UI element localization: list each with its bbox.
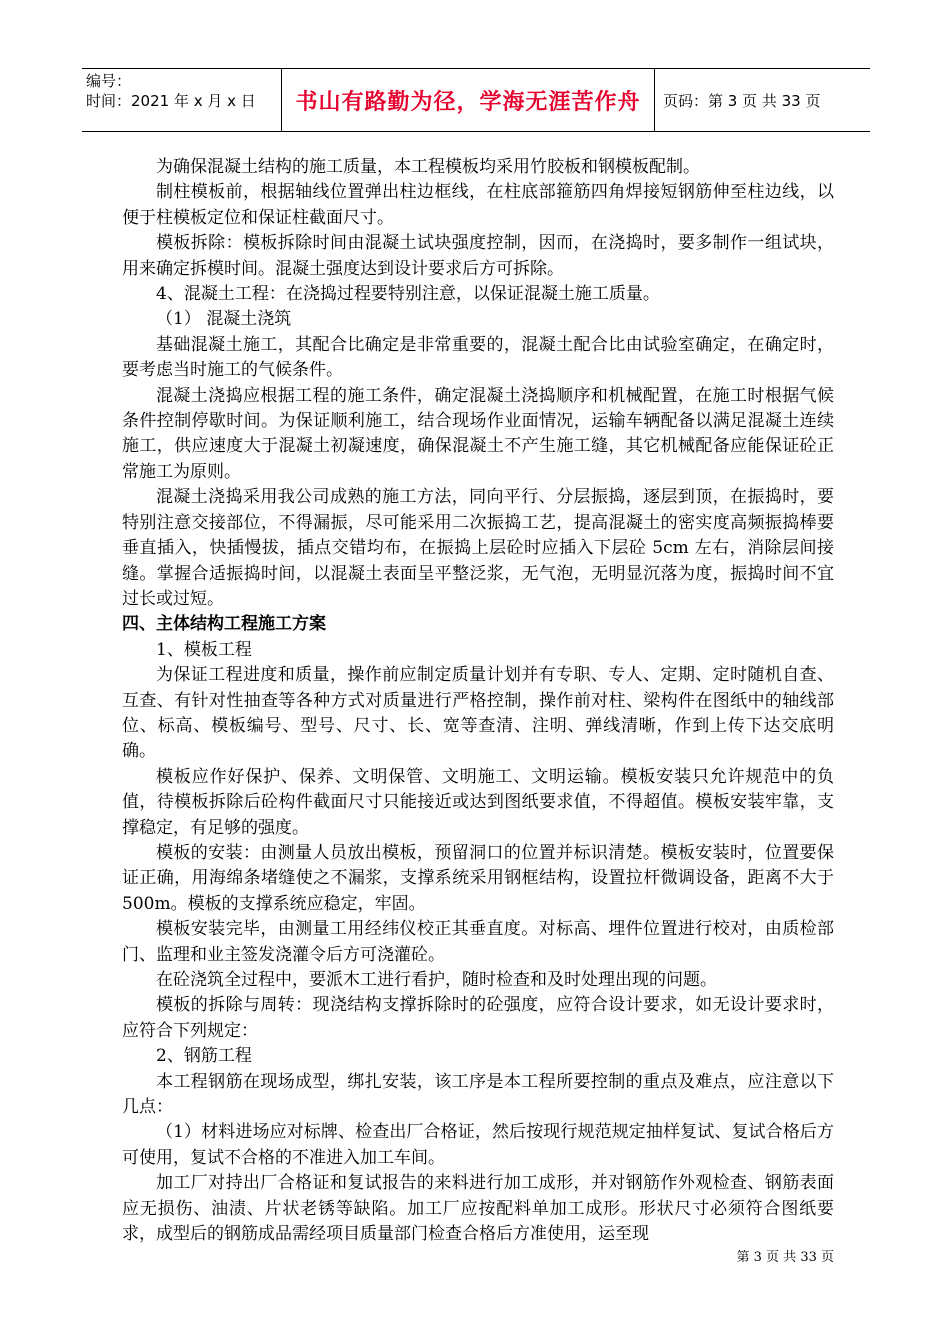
code-label: 编号： xyxy=(86,72,132,90)
body-paragraph: （1） 混凝土浇筑 xyxy=(156,309,292,330)
header-motto: 书山有路勤为径，学海无涯苦作舟 xyxy=(282,69,655,131)
page-footer: 第 3 页 共 33 页 xyxy=(736,1250,834,1265)
header-page-label: 页码：第 3 页 共 33 页 xyxy=(663,91,821,110)
document-body xyxy=(122,155,834,1247)
body-paragraph: 基础混凝土施工，其配合比确定是非常重要的，混凝土配合比由试验室确定，在确定时，要考虑当时施工的气候条件。 xyxy=(122,334,834,381)
body-paragraph: 模板的拆除与周转：现浇结构支撑拆除时的砼强度，应符合设计要求，如无设计要求时，应符合下列规定： xyxy=(122,995,834,1041)
body-paragraph: （1）材料进场应对标牌、检查出厂合格证，然后按现行规范规定抽样复试、复试合格后方可使用，复试不合格的不准进入加工车间。 xyxy=(122,1122,834,1168)
document-header xyxy=(82,68,870,132)
body-paragraph: 模板应作好保护、保养、文明保管、文明施工、文明运输。模板安装只允许规范中的负值，待模板拆除后砼构件截面尺寸只能接近或达到图纸要求值，不得超值。模板安装牢靠，支撑稳定，有足够的强度。 xyxy=(122,766,834,838)
section-heading: 四、主体结构工程施工方案 xyxy=(122,614,326,635)
body-paragraph: 为保证工程进度和质量，操作前应制定质量计划并有专职、专人、定期、定时随机自查、互查、有针对性抽查等各种方式对质量进行严格控制，操作前对柱、梁构件在图纸中的轴线部位、标高、模板编号、型号、尺寸、长、宽等查清、注明、弹线清晰，作到上传下达交底明确。 xyxy=(122,665,834,762)
header-meta xyxy=(82,69,282,131)
body-paragraph: 混凝土浇捣采用我公司成熟的施工方法，同向平行、分层振捣，逐层到顶，在振捣时，要特别注意交接部位，不得漏振，尽可能采用二次振捣工艺，提高混凝土的密实度高频振捣棒要垂直插入，快插慢拔，插点交错均布，在振捣上层砼时应插入下层砼 5cm 左右，消除层间接缝。掌握合适振捣时间，以混凝土表面呈平整泛浆，无气泡，无明显沉落为度，振捣时间不宜过长或过短。 xyxy=(122,487,834,609)
body-paragraph: 混凝土浇捣应根据工程的施工条件，确定混凝土浇捣顺序和机械配置，在施工时根据气候条件控制停歇时间。为保证顺利施工，结合现场作业面情况，运输车辆配备以满足混凝土连续施工，供应速度大于混凝土初凝速度，确保混凝土不产生施工缝，其它机械配备应能保证砼正常施工为原则。 xyxy=(122,385,834,482)
body-paragraph: 为确保混凝土结构的施工质量，本工程模板均采用竹胶板和钢模板配制。 xyxy=(156,157,700,177)
body-paragraph: 制柱模板前，根据轴线位置弹出柱边框线，在柱底部箍筋四角焊接短钢筋伸至柱边线，以便于柱模板定位和保证柱截面尺寸。 xyxy=(122,182,834,228)
time-label: 时间：2021 年 x 月 x 日 xyxy=(86,92,256,110)
body-paragraph: 本工程钢筋在现场成型，绑扎安装，该工序是本工程所要控制的重点及难点，应注意以下几点： xyxy=(122,1071,834,1118)
body-paragraph: 加工厂对持出厂合格证和复试报告的来料进行加工成形，并对钢筋作外观检查、钢筋表面应无损伤、油渍、片状老锈等缺陷。加工厂应按配料单加工成形。形状尺寸必须符合图纸要求，成型后的钢筋成品需经项目质量部门检查合格后方准使用，运至现 xyxy=(122,1173,834,1245)
body-paragraph: 模板拆除：模板拆除时间由混凝土试块强度控制，因而，在浇捣时，要多制作一组试块，用来确定拆模时间。混凝土强度达到设计要求后方可拆除。 xyxy=(122,233,834,279)
body-paragraph: 2、钢筋工程 xyxy=(156,1046,252,1067)
body-paragraph: 1、模板工程 xyxy=(156,639,252,660)
body-paragraph: 模板安装完毕，由测量工用经纬仪校正其垂直度。对标高、埋件位置进行校对，由质检部门、监理和业主签发浇灌令后方可浇灌砼。 xyxy=(122,919,834,965)
body-paragraph: 模板的安装：由测量人员放出模板，预留洞口的位置并标识清楚。模板安装时，位置要保证正确，用海绵条堵缝使之不漏浆，支撑系统采用钢框结构，设置拉杆微调设备，距离不大于 500m。模板的支撑系统应稳定，牢固。 xyxy=(122,842,834,914)
body-paragraph: 4、混凝土工程：在浇捣过程要特别注意，以保证混凝土施工质量。 xyxy=(156,284,660,305)
body-paragraph: 在砼浇筑全过程中，要派木工进行看护，随时检查和及时处理出现的问题。 xyxy=(156,970,717,990)
